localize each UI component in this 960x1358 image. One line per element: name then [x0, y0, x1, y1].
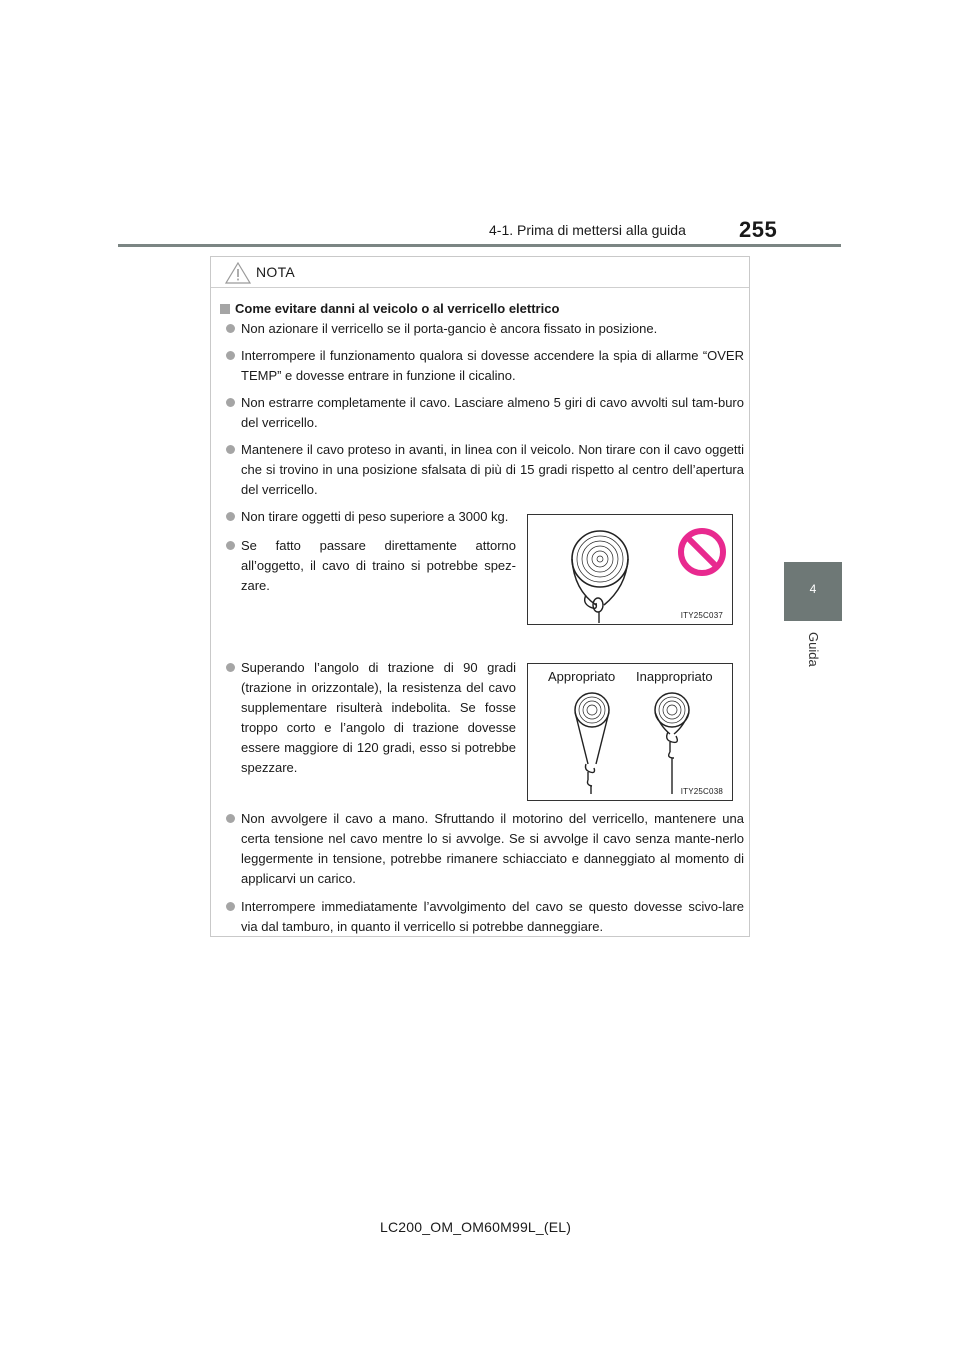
- prohibited-icon: [677, 527, 727, 577]
- figure-code: ITY25C038: [680, 787, 723, 796]
- cable-angle-illustration: [528, 664, 732, 800]
- list-item: Superando l’angolo di trazione di 90 gradi (trazione in orizzontale), la resistenza del cavo supplementare risulterà indebolita. Se fosse troppo corto e l’angolo di trazione dovesse essere maggiore di 120 gradi, esso si potrebbe spezzare.: [226, 658, 516, 778]
- figure-wrong-cable-wrap: [527, 514, 733, 625]
- note-box: [210, 256, 750, 937]
- warning-triangle-icon: [225, 262, 251, 284]
- list-item: Mantenere il cavo proteso in avanti, in linea con il veicolo. Non tirare con il cavo oggetti che si trovino in una posizione sfalsata di più di 15 gradi rispetto al centro dell’apertura del verricello.: [226, 440, 744, 500]
- list-item: Non azionare il verricello se il porta-gancio è ancora fissato in posizione.: [226, 319, 744, 339]
- figure-code: ITY25C037: [680, 611, 723, 620]
- label-inappropriate: Inappropriato: [636, 669, 713, 684]
- list-item: Non estrarre completamente il cavo. Lasciare almeno 5 giri di cavo avvolti sul tam-buro del verricello.: [226, 393, 744, 433]
- chapter-tab[interactable]: 4: [784, 562, 842, 621]
- list-item: Non tirare oggetti di peso superiore a 3000 kg.: [226, 507, 744, 527]
- header-rule: [118, 244, 841, 247]
- chapter-label: Guida: [806, 632, 821, 667]
- square-bullet-icon: [220, 304, 230, 314]
- figure-pulling-angle: [527, 663, 733, 801]
- page-number: 255: [739, 217, 778, 242]
- note-title: NOTA: [256, 264, 296, 280]
- document-code: LC200_OM_OM60M99L_(EL): [380, 1219, 572, 1235]
- list-item: Interrompere immediatamente l’avvolgimento del cavo se questo dovesse scivo-lare via dal tamburo, in quanto il verricello si potrebbe danneggiare.: [226, 897, 744, 937]
- list-item: Se fatto passare direttamente attorno all’oggetto, il cavo di traino si potrebbe spez-zare.: [226, 536, 516, 596]
- note-header: [211, 257, 749, 288]
- list-item: Interrompere il funzionamento qualora si dovesse accendere la spia di allarme “OVER TEMP” e dovesse entrare in funzione il cicalino.: [226, 346, 744, 386]
- list-item: Non avvolgere il cavo a mano. Sfruttando il motorino del verricello, mantenere una certa tensione nel cavo mentre lo si avvolge. Se si avvolge il cavo senza mante-nerlo leggermente in tensione, potrebbe rimanere schiacciato e danneggiato al momento di applicarvi un carico.: [226, 809, 744, 889]
- note-heading: Come evitare danni al veicolo o al verricello elettrico: [220, 301, 559, 316]
- section-title: 4-1. Prima di mettersi alla guida: [489, 222, 686, 238]
- label-appropriate: Appropriato: [548, 669, 616, 684]
